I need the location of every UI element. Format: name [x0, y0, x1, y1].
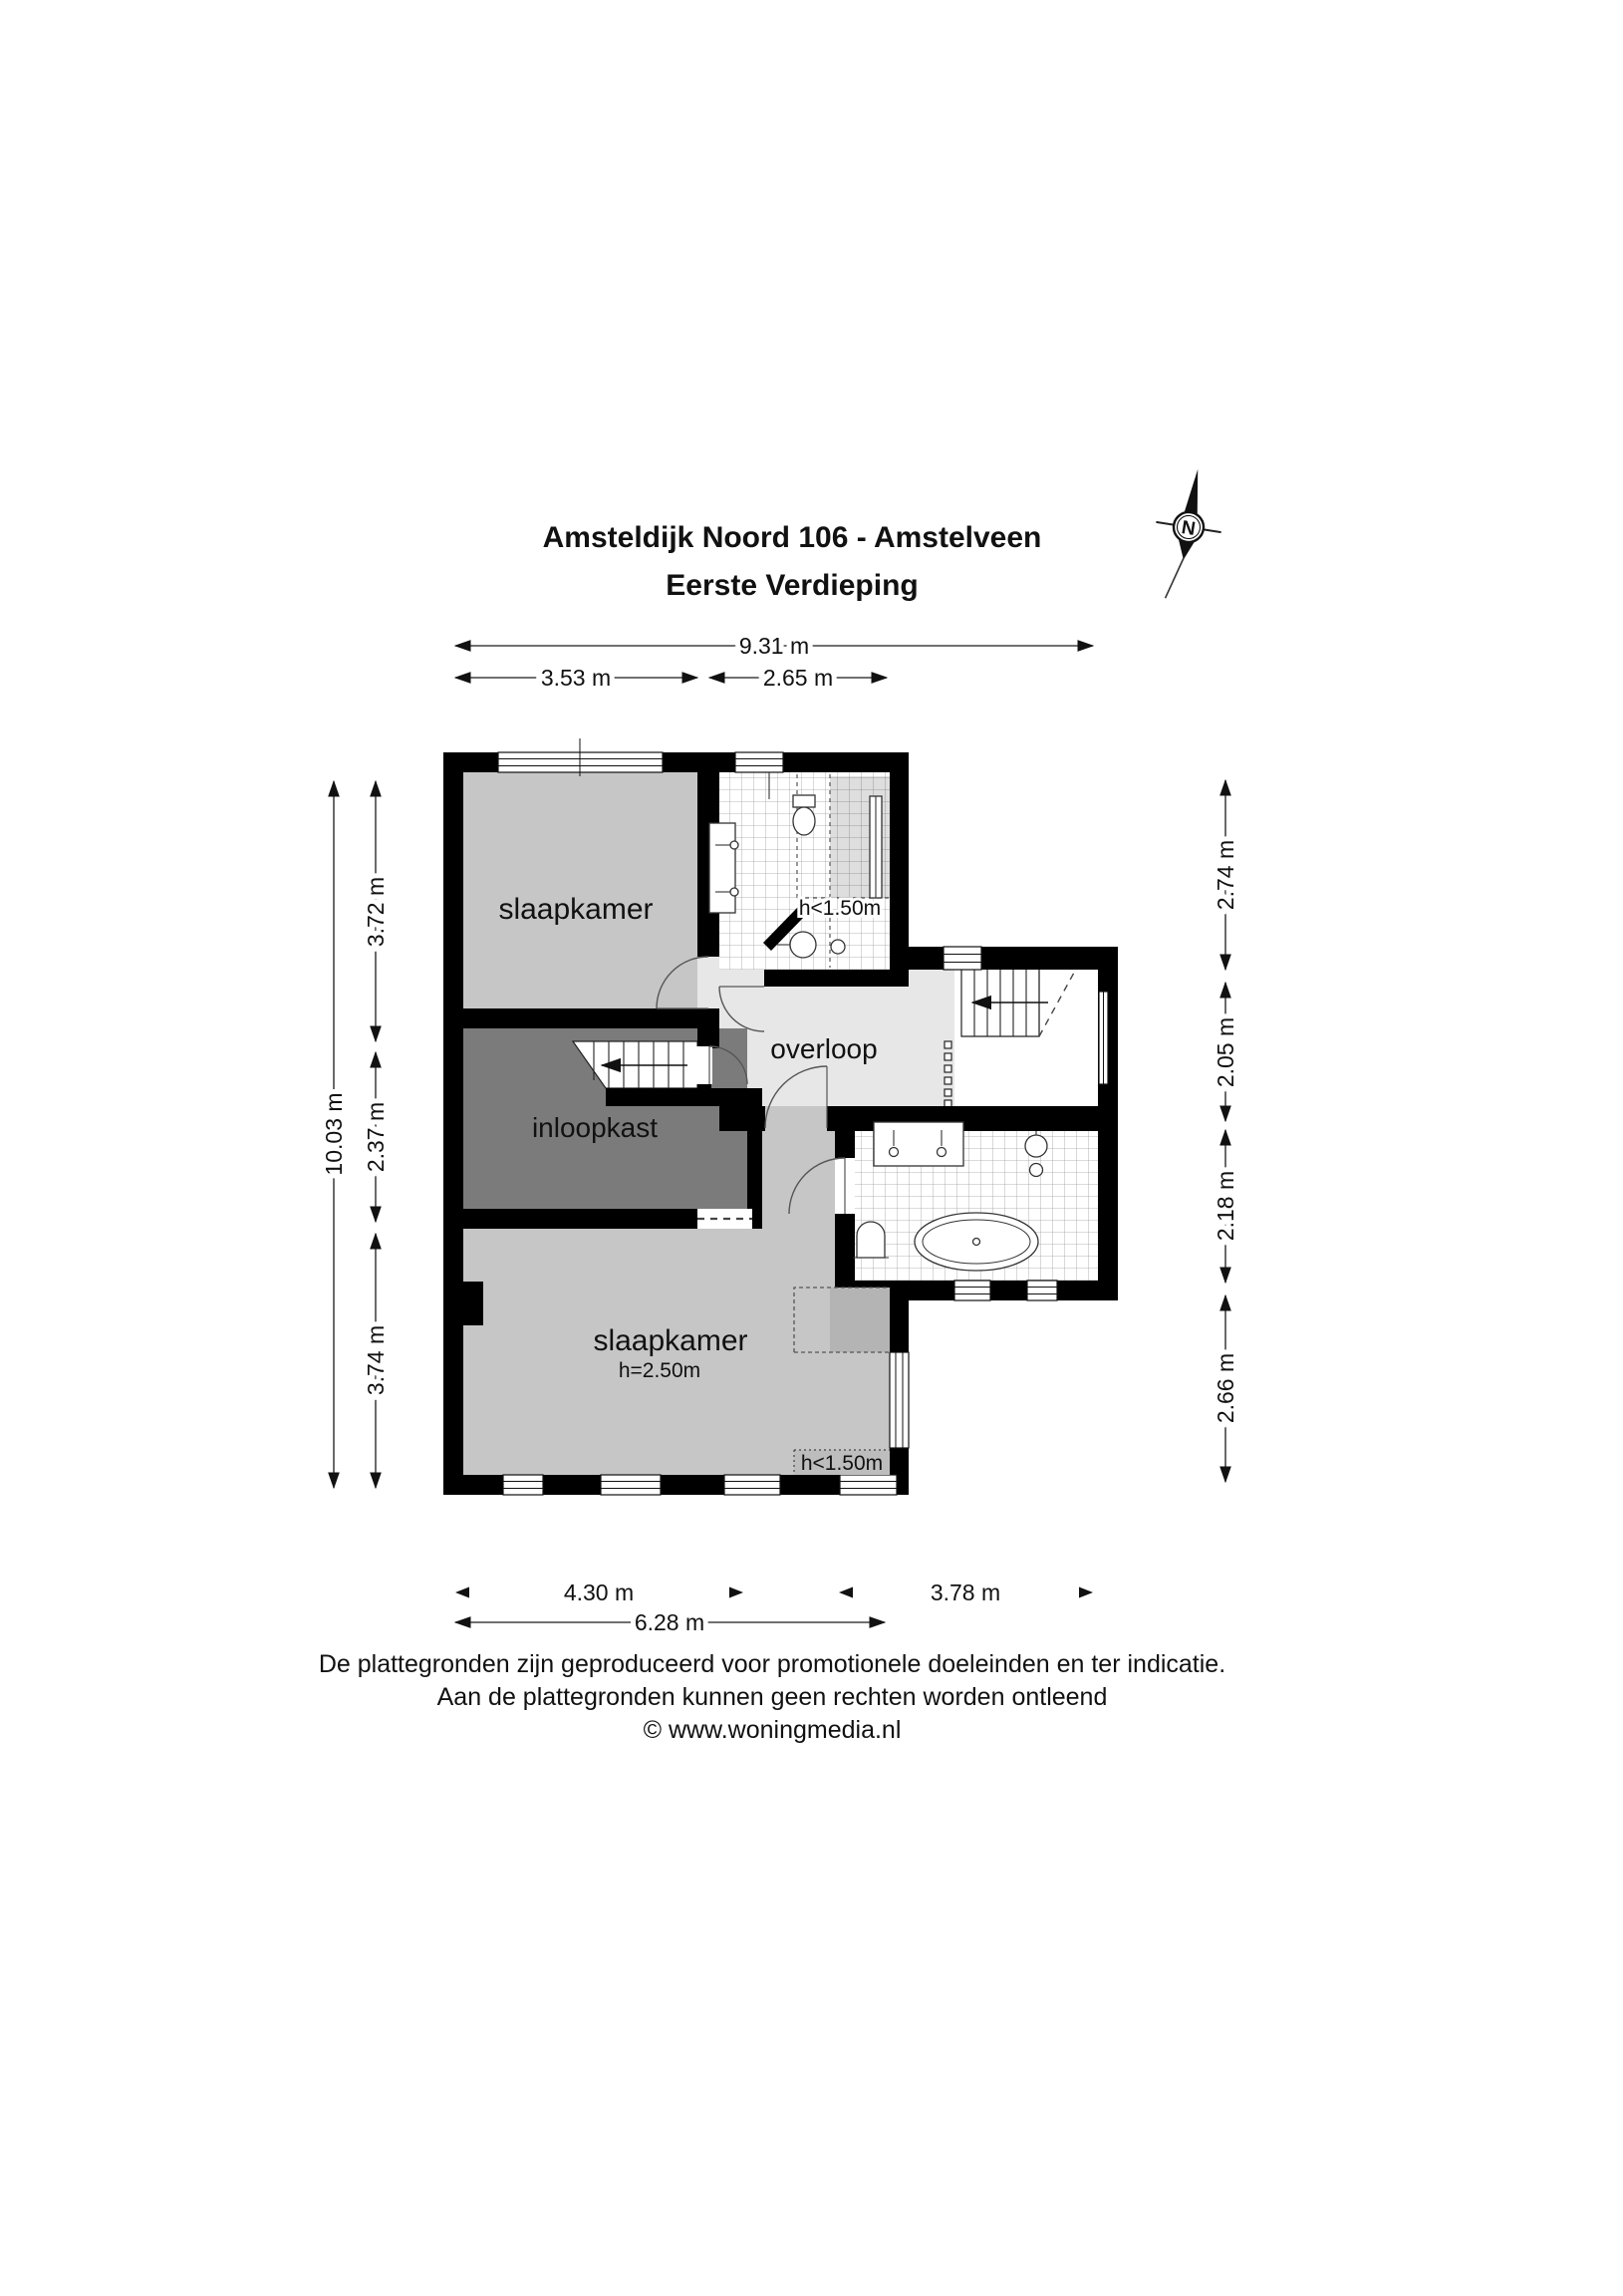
- dimension-label: 3.53 m: [540, 665, 612, 691]
- window: [601, 1475, 661, 1495]
- bedroom-bottom-label: slaapkamer: [593, 1324, 748, 1357]
- toilet-icon: [793, 795, 815, 835]
- dimension-bottom: [455, 1579, 1093, 1635]
- window: [944, 947, 981, 970]
- dimension-left: [321, 781, 389, 1488]
- page-title: [543, 521, 1042, 602]
- dimension-label: 2.66 m: [1213, 1352, 1238, 1424]
- footer-line1: De plattegronden zijn geproduceerd voor promotionele doeleinden en ter indicatie.: [318, 1650, 1226, 1678]
- bedroom-bottom-height-label: h=2.50m: [618, 1359, 701, 1382]
- page-title-line1: Amsteldijk Noord 106 - Amstelveen: [542, 521, 1042, 554]
- dimension-right: [1213, 780, 1238, 1482]
- window: [954, 1281, 990, 1300]
- window: [735, 752, 783, 772]
- window: [1027, 1281, 1057, 1300]
- footer-disclaimer: [319, 1650, 1225, 1744]
- compass-icon: [1145, 464, 1230, 606]
- footer-line2: Aan de plattegronden kunnen geen rechten worden ontleend: [436, 1683, 1108, 1711]
- compass-north-label: N: [1180, 517, 1198, 540]
- stair-direction-dash: [1039, 973, 1074, 1036]
- dimension-label: 2.74 m: [1213, 839, 1238, 911]
- dimension-label: 2.37 m: [363, 1101, 389, 1173]
- radiator-icon: [870, 796, 882, 898]
- window: [890, 1352, 909, 1448]
- dimension-label: 3.72 m: [363, 876, 389, 948]
- low-ceiling-label-top: h<1.50m: [798, 897, 882, 920]
- page-title-line2: Eerste Verdieping: [666, 569, 919, 602]
- window: [724, 1475, 780, 1495]
- sink-counter-icon: [874, 1122, 963, 1166]
- window: [498, 738, 663, 776]
- sink-counter-icon: [709, 823, 738, 913]
- stairs-upper: [945, 970, 1074, 1107]
- dimension-label: 6.28 m: [634, 1609, 705, 1635]
- dimension-label: 2.05 m: [1213, 1016, 1238, 1088]
- footer-line3: © www.woningmedia.nl: [643, 1716, 902, 1744]
- dimension-label: 3.78 m: [930, 1579, 1001, 1605]
- bedroom-top-room: [463, 772, 697, 1008]
- bedroom-top-label: slaapkamer: [498, 893, 654, 926]
- dimension-label: 9.31 m: [738, 633, 810, 659]
- dimension-top: [455, 633, 1093, 691]
- closet-opening: [697, 1209, 752, 1229]
- bathtub-icon: [915, 1213, 1038, 1271]
- chimney-block: [463, 1282, 483, 1325]
- dimension-label: 4.30 m: [563, 1579, 635, 1605]
- window: [503, 1475, 543, 1495]
- dimension-label: 10.03 m: [321, 1092, 347, 1176]
- dimension-label: 3.74 m: [363, 1324, 389, 1396]
- walk-in-closet-label: inloopkast: [531, 1112, 659, 1143]
- low-ceiling-label-bottom: h<1.50m: [800, 1452, 884, 1475]
- dimension-label: 2.65 m: [762, 665, 834, 691]
- dimension-label: 2.18 m: [1213, 1170, 1238, 1242]
- landing-label: overloop: [770, 1033, 878, 1064]
- window: [1099, 992, 1108, 1084]
- window: [840, 1475, 897, 1495]
